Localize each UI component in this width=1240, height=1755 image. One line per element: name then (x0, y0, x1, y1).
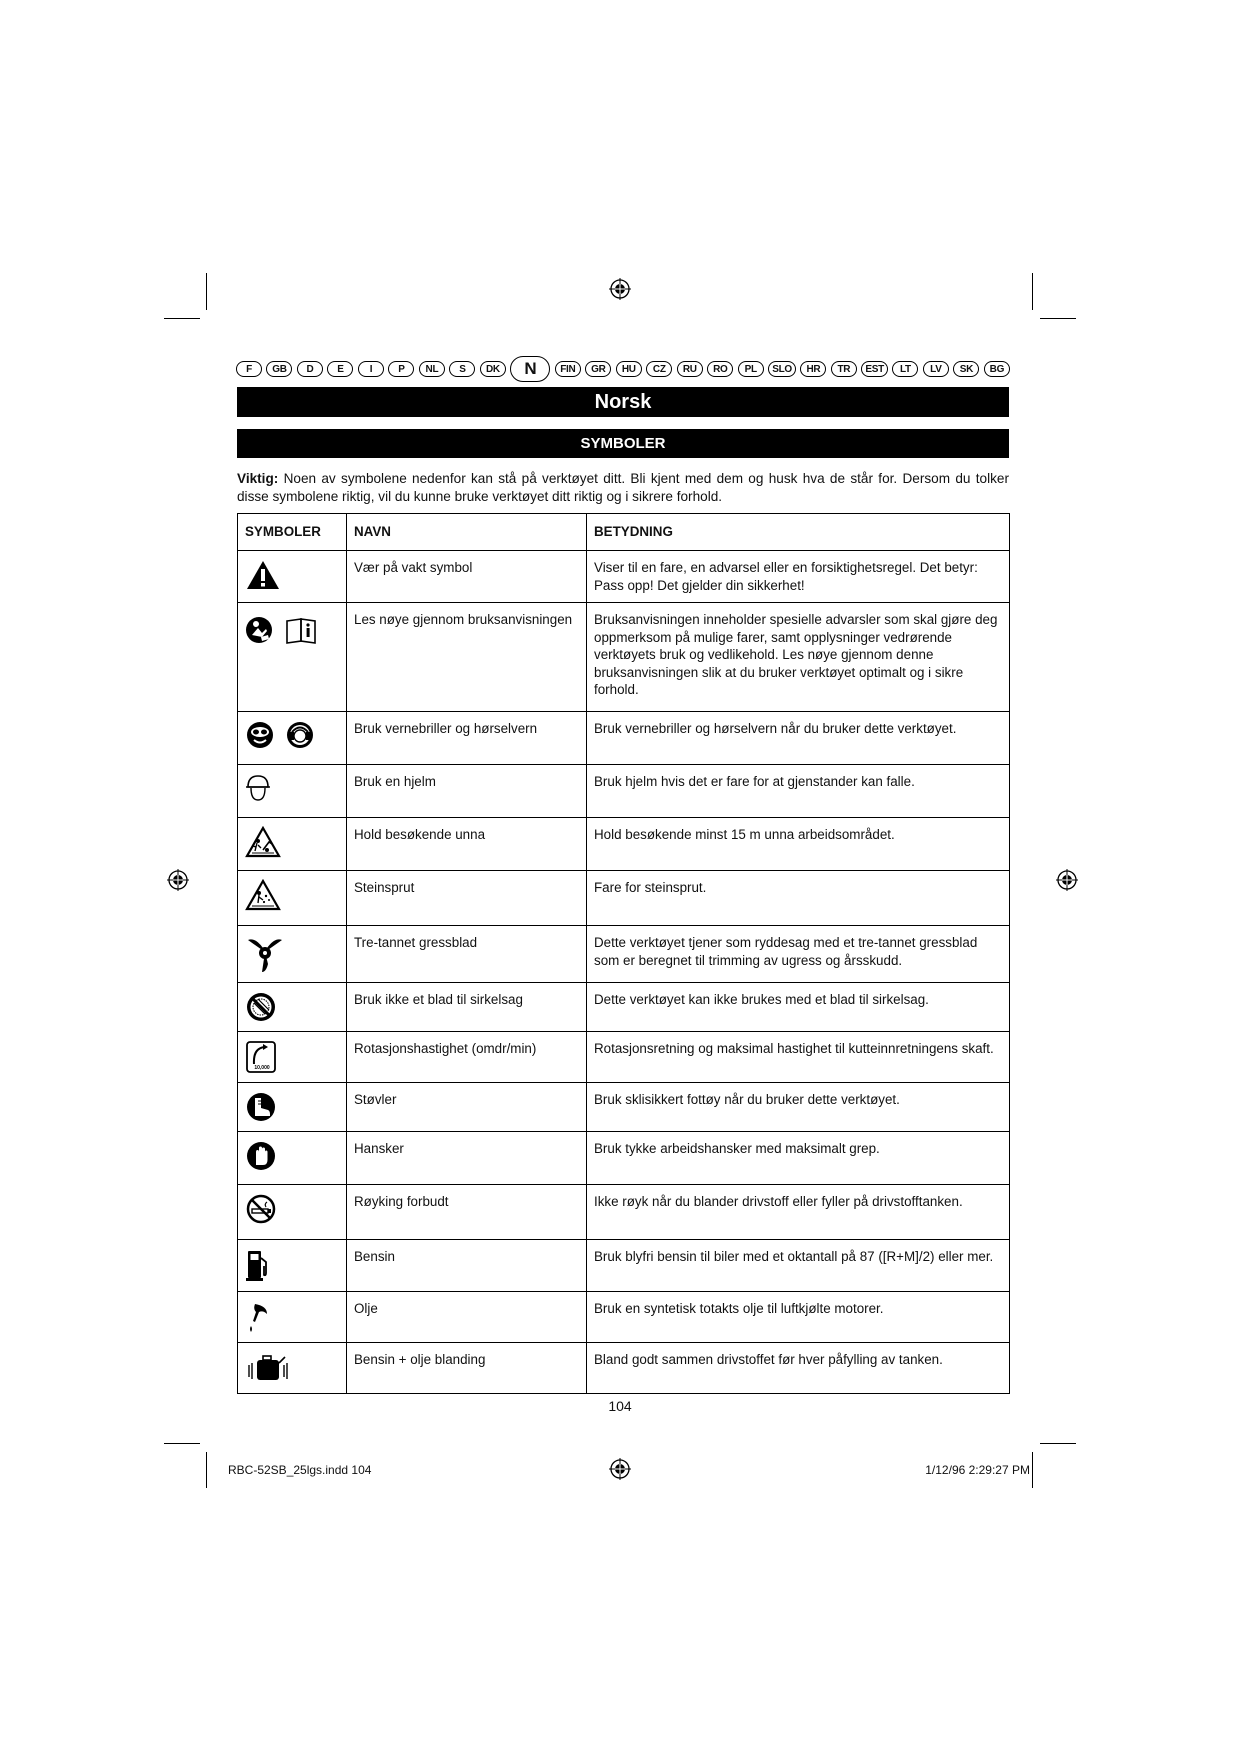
language-chip-lt: LT (892, 361, 918, 377)
no-smoking-icon (245, 1193, 277, 1225)
language-chip-pl: PL (738, 361, 764, 377)
header-name: NAVN (347, 514, 587, 551)
crop-mark (1040, 318, 1076, 319)
page-title: Norsk (237, 387, 1009, 417)
table-row (238, 603, 1010, 712)
page-number: 104 (608, 1398, 632, 1414)
helmet-icon (245, 773, 271, 803)
table-row (238, 712, 1010, 765)
oil-drop-icon (245, 1300, 271, 1334)
language-chip-gr: GR (585, 361, 611, 377)
row-name: Hansker (347, 1132, 587, 1185)
row-meaning: Bruk sklisikkert fottøy når du bruker dette verktøyet. (587, 1083, 1010, 1132)
section-title: SYMBOLER (237, 429, 1009, 458)
row-meaning: Bruk blyfri bensin til biler med et oktantall på 87 ([R+M]/2) eller mer. (587, 1240, 1010, 1292)
row-meaning: Bland godt sammen drivstoffet før hver påfylling av tanken. (587, 1343, 1010, 1394)
row-name: Bensin (347, 1240, 587, 1292)
row-name: Røyking forbudt (347, 1185, 587, 1240)
crop-mark (164, 1443, 200, 1444)
row-meaning: Rotasjonsretning og maksimal hastighet til kutteinnretningens skaft. (587, 1032, 1010, 1083)
language-chip-dk: DK (480, 361, 506, 377)
goggles-earmuffs-icon (245, 720, 317, 750)
language-selector (236, 354, 1010, 384)
row-name: Bensin + olje blanding (347, 1343, 587, 1394)
table-row (238, 551, 1010, 603)
intro-paragraph (237, 470, 1009, 505)
language-chip-hu: HU (616, 361, 642, 377)
table-row (238, 1343, 1010, 1394)
language-chip-s: S (449, 361, 475, 377)
read-manual-icon (245, 615, 321, 645)
row-meaning: Bruksanvisningen inneholder spesielle advarsler som skal gjøre deg oppmerksom på mulige farer, samt opplysninger vedrørende verktøyets bruk og vedlikehold. Les nøye gjennom denne bruksanvisningen slik at du bruker verktøyet optimalt og i sikre forhold. (587, 603, 1010, 712)
language-chip-gb: GB (266, 361, 292, 377)
language-chip-cz: CZ (646, 361, 672, 377)
flying-stones-icon (245, 879, 281, 911)
language-chip-sk: SK (953, 361, 979, 377)
language-chip-i: I (358, 361, 384, 377)
registration-mark-icon (609, 1458, 631, 1480)
row-meaning: Dette verktøyet tjener som ryddesag med et tre-tannet gressblad som er beregnet til trimming av ugress og årsskudd. (587, 926, 1010, 983)
language-chip-hr: HR (800, 361, 826, 377)
header-symbols: SYMBOLER (238, 514, 347, 551)
table-row (238, 1083, 1010, 1132)
symbols-table (237, 513, 1010, 1394)
language-chip-nl: NL (419, 361, 445, 377)
table-row (238, 818, 1010, 871)
language-chip-tr: TR (831, 361, 857, 377)
table-row (238, 765, 1010, 818)
row-meaning: Hold besøkende minst 15 m unna arbeidsområdet. (587, 818, 1010, 871)
intro-bold-lead: Viktig: (237, 471, 279, 486)
row-name: Støvler (347, 1083, 587, 1132)
row-meaning: Fare for steinsprut. (587, 871, 1010, 926)
table-row (238, 1032, 1010, 1083)
language-chip-n: N (510, 356, 550, 382)
row-meaning: Bruk en syntetisk totakts olje til luftkjølte motorer. (587, 1292, 1010, 1343)
row-name: Les nøye gjennom bruksanvisningen (347, 603, 587, 712)
three-tooth-blade-icon (245, 934, 285, 974)
language-chip-e: E (327, 361, 353, 377)
table-row (238, 983, 1010, 1032)
registration-mark-icon (609, 278, 631, 300)
row-meaning: Bruk tykke arbeidshansker med maksimalt grep. (587, 1132, 1010, 1185)
language-chip-ru: RU (677, 361, 703, 377)
crop-mark (1040, 1443, 1076, 1444)
header-meaning: BETYDNING (587, 514, 1010, 551)
rotation-speed-value: 10,000 (254, 1065, 270, 1071)
fuel-oil-mix-icon (245, 1351, 291, 1385)
crop-mark (1032, 273, 1033, 310)
row-name: Olje (347, 1292, 587, 1343)
gloves-icon (245, 1140, 277, 1172)
crop-mark (164, 318, 200, 319)
row-name: Rotasjonshastighet (omdr/min) (347, 1032, 587, 1083)
language-chip-bg: BG (984, 361, 1010, 377)
language-chip-lv: LV (923, 361, 949, 377)
row-name: Bruk en hjelm (347, 765, 587, 818)
keep-bystanders-away-icon (245, 826, 281, 858)
row-meaning: Ikke røyk når du blander drivstoff eller fyller på drivstofftanken. (587, 1185, 1010, 1240)
row-meaning: Bruk vernebriller og hørselvern når du bruker dette verktøyet. (587, 712, 1010, 765)
table-row (238, 871, 1010, 926)
footer-timestamp: 1/12/96 2:29:27 PM (925, 1463, 1030, 1477)
language-chip-ro: RO (707, 361, 733, 377)
language-chip-slo: SLO (768, 361, 796, 377)
footer-filename: RBC-52SB_25lgs.indd 104 (228, 1463, 372, 1477)
row-name: Bruk ikke et blad til sirkelsag (347, 983, 587, 1032)
language-chip-est: EST (861, 361, 888, 377)
table-row (238, 1240, 1010, 1292)
table-row (238, 926, 1010, 983)
row-meaning: Dette verktøyet kan ikke brukes med et blad til sirkelsag. (587, 983, 1010, 1032)
language-chip-p: P (388, 361, 414, 377)
crop-mark (206, 273, 207, 310)
language-chip-fin: FIN (555, 361, 581, 377)
registration-mark-icon (167, 869, 189, 891)
intro-text: Noen av symbolene nedenfor kan stå på verktøyet ditt. Bli kjent med dem og husk hva de står for. Dersom du tolker disse symbolene riktig, vil du kunne bruke verktøyet ditt riktig og i sikrere forhold. (237, 471, 1009, 504)
language-chip-d: D (297, 361, 323, 377)
rotation-speed-icon (245, 1040, 277, 1074)
language-chip-f: F (236, 361, 262, 377)
row-name: Hold besøkende unna (347, 818, 587, 871)
boots-icon (245, 1091, 277, 1123)
no-circular-saw-blade-icon (245, 991, 277, 1023)
table-row (238, 1292, 1010, 1343)
row-name: Bruk vernebriller og hørselvern (347, 712, 587, 765)
table-row (238, 1132, 1010, 1185)
row-name: Steinsprut (347, 871, 587, 926)
row-name: Tre-tannet gressblad (347, 926, 587, 983)
row-meaning: Bruk hjelm hvis det er fare for at gjenstander kan falle. (587, 765, 1010, 818)
row-meaning: Viser til en fare, en advarsel eller en forsiktighetsregel. Det betyr: Pass opp! Det gjelder din sikkerhet! (587, 551, 1010, 603)
crop-mark (206, 1452, 207, 1488)
warning-triangle-icon (245, 559, 281, 591)
row-name: Vær på vakt symbol (347, 551, 587, 603)
registration-mark-icon (1056, 869, 1078, 891)
table-header-row (238, 514, 1010, 551)
crop-mark (1032, 1452, 1033, 1488)
fuel-pump-icon (245, 1248, 271, 1282)
table-row (238, 1185, 1010, 1240)
